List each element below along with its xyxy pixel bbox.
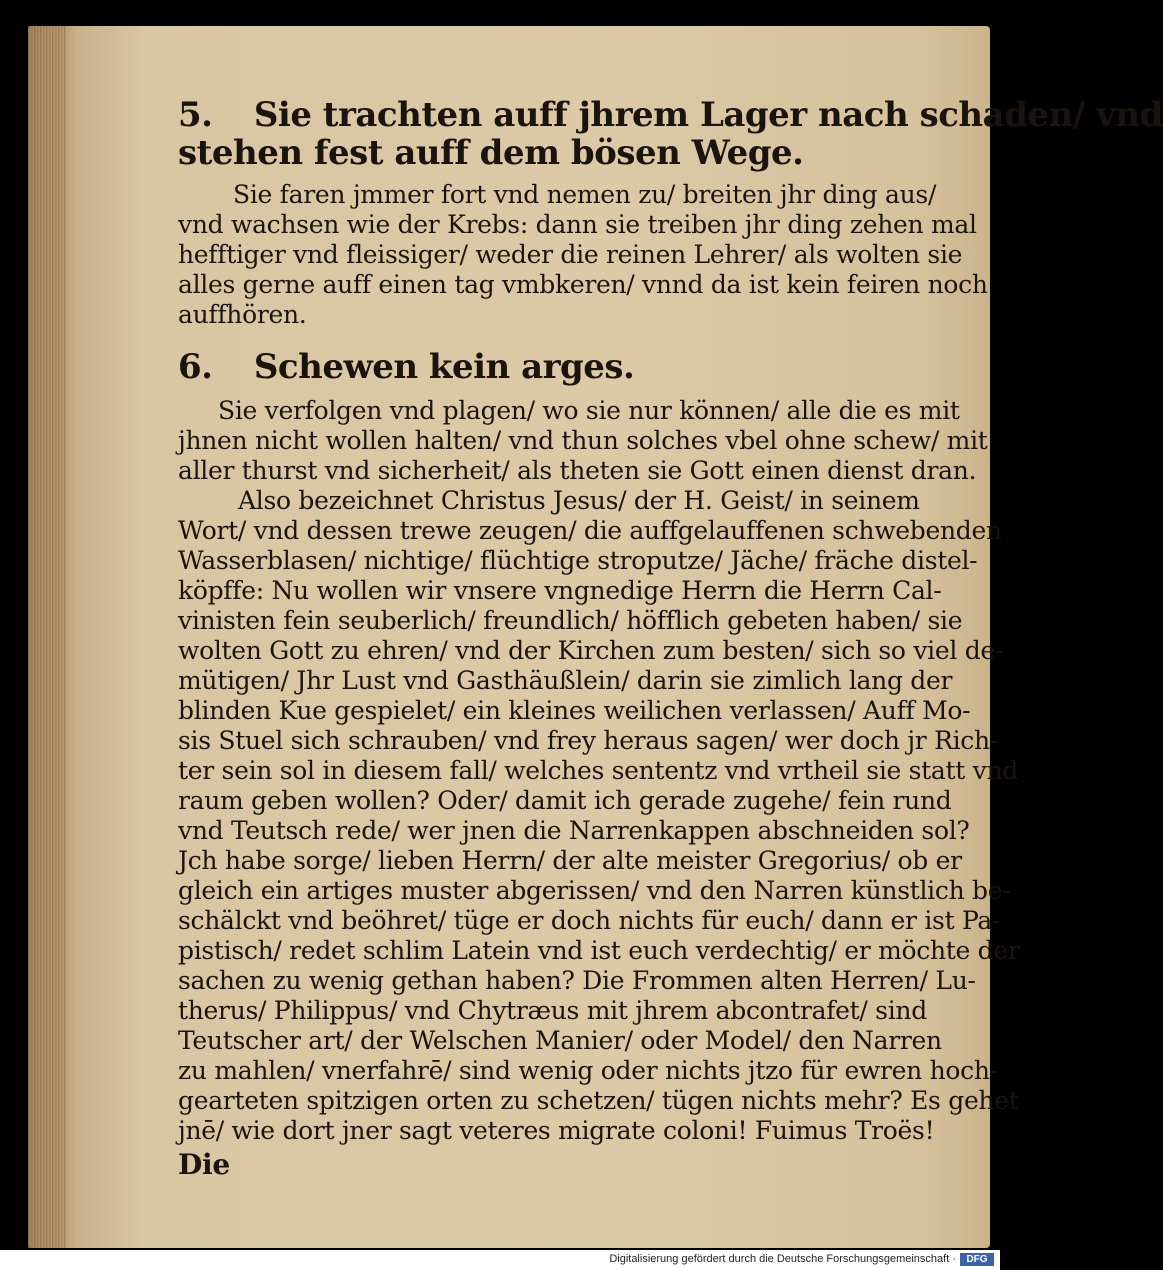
- paragraph-line: vinisten fein seuberlich/ freundlich/ höfflich gebeten haben/ sie: [178, 606, 963, 635]
- heading-5-line-2: stehen fest auff dem bösen Wege.: [178, 133, 804, 173]
- page-text-block: [178, 88, 1163, 1213]
- heading-6-text: Schewen kein arges.: [253, 347, 635, 387]
- paragraph-line: Sie faren jmmer fort vnd nemen zu/ breiten jhr ding aus/: [233, 180, 937, 209]
- paragraph-line: Sie verfolgen vnd plagen/ wo sie nur können/ alle die es mit: [218, 396, 960, 425]
- paragraph-line: aller thurst vnd sicherheit/ als theten sie Gott einen dienst dran.: [178, 456, 977, 485]
- paragraph-line: zu mahlen/ vnerfahrē/ sind wenig oder nichts jtzo für ewren hoch-: [178, 1056, 998, 1085]
- paragraph-line: auffhören.: [178, 300, 307, 329]
- paragraph-line: sachen zu wenig gethan haben? Die Frommen alten Herren/ Lu-: [178, 966, 976, 995]
- paragraph-line: sis Stuel sich schrauben/ vnd frey heraus sagen/ wer doch jr Rich-: [178, 726, 998, 755]
- heading-5-line-1: [178, 96, 1163, 134]
- dfg-logo: DFG: [960, 1253, 994, 1266]
- funding-credit: Digitalisierung gefördert durch die Deutsche Forschungsgemeinschaft ·: [609, 1253, 956, 1265]
- paragraph-line: wolten Gott zu ehren/ vnd der Kirchen zum besten/ sich so viel de-: [178, 636, 1004, 665]
- paragraph-line: köpffe: Nu wollen wir vnsere vngnedige Herrn die Herrn Cal-: [178, 576, 942, 605]
- page-edge: [28, 26, 66, 1248]
- paragraph-line: Wort/ vnd dessen trewe zeugen/ die auffgelauffenen schwebenden: [178, 516, 1002, 545]
- paragraph-line: jhnen nicht wollen halten/ vnd thun solches vbel ohne schew/ mit: [178, 426, 988, 455]
- heading-5-text: Sie trachten auff jhrem Lager nach schaden/ vnd: [253, 95, 1163, 135]
- paragraph-line: Also bezeichnet Christus Jesus/ der H. Geist/ in seinem: [238, 486, 920, 515]
- book-page-scan: [28, 26, 1163, 1248]
- paragraph-line: vnd Teutsch rede/ wer jnen die Narrenkappen abschneiden sol?: [178, 816, 970, 845]
- paragraph-line: schälckt vnd beöhret/ tüge er doch nichts für euch/ dann er ist Pa-: [178, 906, 1001, 935]
- heading-6: [178, 348, 634, 386]
- paragraph-line: vnd wachsen wie der Krebs: dann sie treiben jhr ding zehen mal: [178, 210, 977, 239]
- catchword: Die: [178, 1148, 230, 1181]
- paragraph-line: Jch habe sorge/ lieben Herrn/ der alte meister Gregorius/ ob er: [178, 846, 962, 875]
- paragraph-line: alles gerne auff einen tag vmbkeren/ vnnd da ist kein feiren noch: [178, 270, 988, 299]
- heading-5-number: 5.: [178, 95, 213, 135]
- paragraph-line: mütigen/ Jhr Lust vnd Gasthäußlein/ darin sie zimlich lang der: [178, 666, 953, 695]
- heading-6-number: 6.: [178, 347, 213, 387]
- paragraph-line: pistisch/ redet schlim Latein vnd ist euch verdechtig/ er möchte der: [178, 936, 1020, 965]
- paragraph-line: Wasserblasen/ nichtige/ flüchtige stroputze/ Jäche/ fräche distel-: [178, 546, 978, 575]
- paragraph-line: gleich ein artiges muster abgerissen/ vnd den Narren künstlich be-: [178, 876, 1011, 905]
- paragraph-line: ter sein sol in diesem fall/ welches sententz vnd vrtheil sie statt vnd: [178, 756, 1019, 785]
- paragraph-line: gearteten spitzigen orten zu schetzen/ tügen nichts mehr? Es gehet: [178, 1086, 1019, 1115]
- paragraph-line: blinden Kue gespielet/ ein kleines weilichen verlassen/ Auff Mo-: [178, 696, 971, 725]
- footer-bar: [0, 1250, 1000, 1270]
- paragraph-line: raum geben wollen? Oder/ damit ich gerade zugehe/ fein rund: [178, 786, 952, 815]
- paragraph-line: Teutscher art/ der Welschen Manier/ oder Model/ den Narren: [178, 1026, 942, 1055]
- paragraph-line: jnē/ wie dort jner sagt veteres migrate coloni! Fuimus Troës!: [178, 1116, 935, 1145]
- paragraph-line: hefftiger vnd fleissiger/ weder die reinen Lehrer/ als wolten sie: [178, 240, 963, 269]
- paragraph-line: therus/ Philippus/ vnd Chytræus mit jhrem abcontrafet/ sind: [178, 996, 927, 1025]
